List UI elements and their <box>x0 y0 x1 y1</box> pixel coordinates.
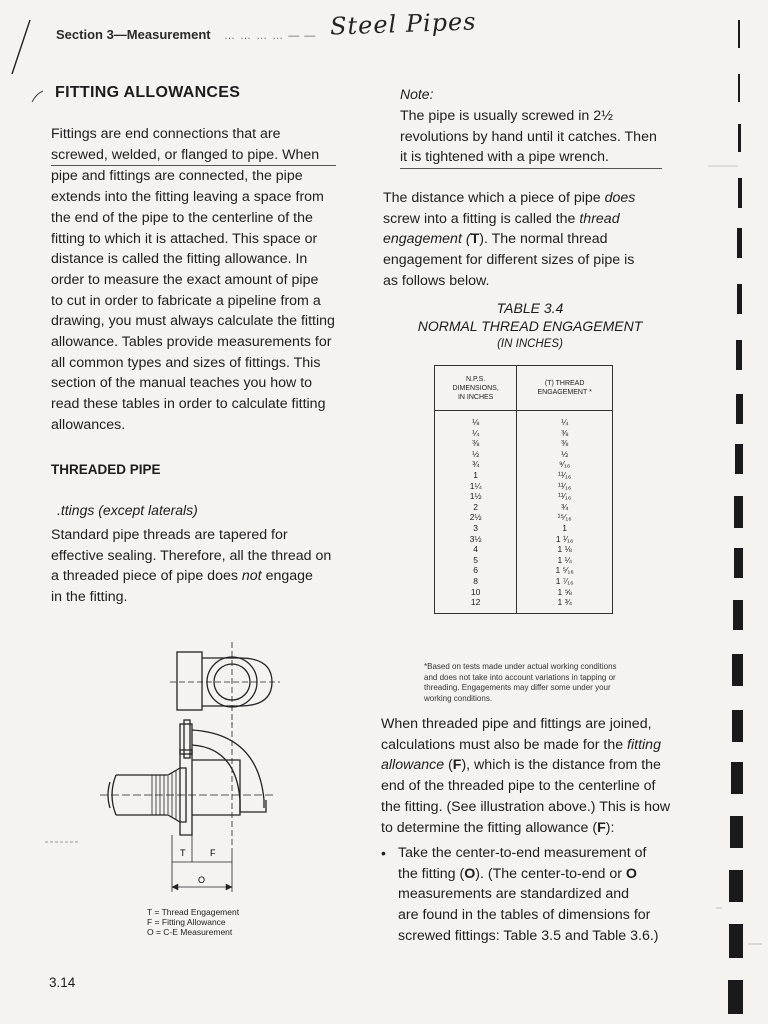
table-row <box>435 565 613 576</box>
index-tab-mark <box>737 284 742 314</box>
bullet-line <box>398 864 681 885</box>
footnote-line: and does not take into account variations in tapping or <box>424 672 616 682</box>
note-line: revolutions by hand until it catches. Then <box>400 128 657 145</box>
thread-line: engagement for different sizes of pipe is <box>383 252 635 269</box>
thread-engagement-table <box>434 365 613 614</box>
intro-line: extends into the fitting leaving a space from <box>51 189 324 206</box>
thread-engagement-paragraph <box>383 188 683 292</box>
footnote-line: threading. Engagements may differ some under your <box>424 683 611 692</box>
table-cell: ¹¹⁄₁₆ <box>517 491 613 502</box>
index-tab-mark <box>732 654 743 686</box>
threaded-line: in the fitting. <box>51 589 128 606</box>
text-run: ): <box>605 819 615 836</box>
table-row <box>435 428 613 439</box>
table-cell: 8 <box>435 576 517 587</box>
table-cell: ⅜ <box>517 428 613 439</box>
table-cell: 4 <box>435 544 517 555</box>
bullet-text <box>398 843 681 947</box>
index-tab-mark <box>729 924 743 958</box>
table-cell: 1 <box>517 523 613 534</box>
note-text <box>400 106 675 169</box>
table-cell: ¹¹⁄₁₆ <box>517 481 613 492</box>
table-cell: 10 <box>435 587 517 598</box>
table-row <box>435 576 613 587</box>
table-row <box>435 481 613 492</box>
table-row <box>435 534 613 545</box>
text-run: The distance which a piece of pipe <box>383 190 605 206</box>
joined-line <box>381 755 681 776</box>
header-line: DIMENSIONS, <box>452 384 499 392</box>
table-row <box>435 597 613 614</box>
handwritten-title: Steel Pipes <box>329 7 477 41</box>
bullet-line: Take the center-to-end measurement of <box>398 845 647 861</box>
bold-f: F <box>452 757 462 774</box>
header-line: (T) THREAD <box>544 380 585 387</box>
table-cell: ⁹⁄₁₆ <box>517 459 613 470</box>
diagram-legend <box>147 907 239 937</box>
header-line: ENGAGEMENT * <box>537 389 592 396</box>
table-row <box>435 544 613 555</box>
text-run: screw into a fitting is called the <box>383 210 580 227</box>
text-run: ), which is the distance from the <box>461 757 661 774</box>
column-header-engagement <box>517 366 613 411</box>
intro-line: allowances. <box>51 416 126 433</box>
bold-o: O <box>464 865 476 882</box>
index-tab-mark <box>730 816 743 848</box>
intro-line: section of the manual teaches you how to <box>51 375 313 392</box>
index-tab-mark <box>728 980 743 1014</box>
table-cell: ¼ <box>517 417 613 428</box>
intro-line: Fittings are end connections that are <box>51 126 281 142</box>
index-tab-mark <box>734 548 743 578</box>
page-number: 3.14 <box>49 975 76 990</box>
note-label: Note: <box>400 86 434 102</box>
table-cell: 1½ <box>435 491 517 502</box>
threaded-line: Standard pipe threads are tapered for <box>51 527 288 543</box>
thread-line <box>383 229 683 250</box>
table-cell: ¼ <box>435 428 517 439</box>
table-cell: ¾ <box>435 459 517 470</box>
legend-line: O = C-E Measurement <box>147 927 233 937</box>
table-cell: 1 ¹⁄₁₆ <box>517 534 613 545</box>
index-tab-mark <box>738 178 742 208</box>
table-row <box>435 502 613 513</box>
header-line: IN INCHES <box>457 393 494 401</box>
table-row <box>435 470 613 481</box>
column-header-nps <box>435 366 517 411</box>
bold-t: T <box>470 231 480 248</box>
threaded-paragraph <box>51 525 351 608</box>
text-run: ( <box>444 757 453 774</box>
bold-o: O <box>625 865 637 882</box>
table-cell: 12 <box>435 597 517 614</box>
index-tab-mark <box>738 124 741 152</box>
index-tab-mark <box>729 870 743 902</box>
table-cell: 1 ¾ <box>517 597 613 614</box>
intro-line: fitting to which it is attached. This space or <box>51 230 318 247</box>
text-run: calculations must also be made for the <box>381 736 628 753</box>
note-line: it is tightened with a pipe wrench. <box>400 147 662 169</box>
table-cell: 2½ <box>435 512 517 523</box>
legend-line: T = Thread Engagement <box>147 907 240 917</box>
table-cell: 1 ⁵⁄₁₆ <box>517 565 613 576</box>
intro-line: read these tables in order to calculate fitting <box>51 396 326 413</box>
table-footnote <box>424 662 649 704</box>
table-number: TABLE 3.4 <box>496 300 564 316</box>
emphasis-not: not <box>241 568 262 585</box>
emphasis-thread: thread <box>579 210 620 227</box>
table-cell: ¾ <box>517 502 613 513</box>
threaded-line: effective sealing. Therefore, all the thread on <box>51 547 332 564</box>
table-cell: 1 ⅝ <box>517 587 613 598</box>
section-header: Section 3—Measurement <box>56 27 211 42</box>
table-cell: ⅛ <box>435 417 517 428</box>
emphasis-allowance: allowance <box>381 757 445 774</box>
thread-line <box>383 188 683 209</box>
table-row <box>435 459 613 470</box>
bullet-item <box>381 843 681 947</box>
text-run: the fitting ( <box>398 865 465 882</box>
table-row <box>435 587 613 598</box>
thread-line: as follows below. <box>383 272 490 289</box>
emphasis-does: does <box>604 190 636 206</box>
bullet-line: measurements are standardized and <box>398 886 630 903</box>
text-run: a threaded piece of pipe does <box>51 568 242 585</box>
intro-line: allowance. Tables provide measurements for <box>51 334 332 351</box>
bullet-marker: • <box>381 845 386 861</box>
table-cell: 1 ⁷⁄₁₆ <box>517 576 613 587</box>
table-cell: 3½ <box>435 534 517 545</box>
index-tab-mark <box>734 496 743 528</box>
joined-line: end of the threaded pipe to the centerline of <box>381 778 656 795</box>
joined-line: the fitting. (See illustration above.) This is how <box>381 798 671 815</box>
label-o: O <box>198 875 206 885</box>
header-line: N.P.S. <box>465 375 486 383</box>
index-tab-mark <box>736 340 742 370</box>
fitting-allowance-paragraph <box>381 714 681 838</box>
label-t: T <box>180 848 186 858</box>
table-row <box>435 555 613 566</box>
intro-line: drawing, you must always calculate the fitting <box>51 313 335 330</box>
label-f: F <box>210 848 216 858</box>
pen-tick-mark <box>30 88 46 104</box>
table-cell: 2 <box>435 502 517 513</box>
table-row <box>435 438 613 449</box>
table-cell: ⅜ <box>435 438 517 449</box>
joined-line <box>381 818 681 839</box>
table-row <box>435 523 613 534</box>
intro-line: order to measure the exact amount of pipe <box>51 271 319 288</box>
table-row <box>435 512 613 523</box>
index-tab-mark <box>738 74 740 102</box>
text-run: ). (The center-to-end or <box>475 865 626 882</box>
index-tab-mark <box>731 762 743 794</box>
joined-line <box>381 735 681 756</box>
fittings-subheading: .ttings (except laterals) <box>57 502 198 518</box>
threaded-line <box>51 566 351 587</box>
index-tab-mark <box>735 444 743 474</box>
joined-line: When threaded pipe and fittings are joined, <box>381 716 652 732</box>
table-cell: ¹¹⁄₁₆ <box>517 470 613 481</box>
table-cell: ½ <box>435 449 517 460</box>
emphasis-engagement: engagement ( <box>383 231 471 248</box>
footnote-line: working conditions. <box>424 693 493 703</box>
table-caption <box>380 299 680 335</box>
bullet-line: are found in the tables of dimensions for <box>398 907 651 924</box>
footnote-line: *Based on tests made under actual working conditions <box>424 662 617 671</box>
index-tab-mark <box>736 394 743 424</box>
table-cell: 5 <box>435 555 517 566</box>
legend-line: F = Fitting Allowance <box>147 917 226 927</box>
bullet-line: screwed fittings: Table 3.5 and Table 3.6.) <box>398 927 659 944</box>
table-row <box>435 417 613 428</box>
index-tab-mark <box>733 600 743 630</box>
intro-line: to cut in order to fabricate a pipeline from a <box>51 292 321 309</box>
intro-line: pipe and fittings are connected, the pipe <box>51 168 303 185</box>
table-cell: ⅜ <box>517 438 613 449</box>
index-tab-mark <box>732 710 743 742</box>
table-cell: 1 ¼ <box>517 555 613 566</box>
threaded-pipe-heading: THREADED PIPE <box>51 462 161 477</box>
thread-line <box>383 209 683 230</box>
table-cell: 6 <box>435 565 517 576</box>
table-row <box>435 449 613 460</box>
intro-line: screwed, welded, or flanged to pipe. When <box>51 145 336 167</box>
note-line: The pipe is usually screwed in 2½ <box>400 108 613 124</box>
table-cell: 1 ⅛ <box>517 544 613 555</box>
flange-top-view <box>177 652 202 710</box>
bold-f: F <box>597 819 606 836</box>
text-run: engage <box>261 568 313 585</box>
text-run: ). The normal thread <box>479 231 608 248</box>
intro-line: distance is called the fitting allowance. In <box>51 251 308 268</box>
table-cell: 1¼ <box>435 481 517 492</box>
table-row <box>435 491 613 502</box>
page-heading: FITTING ALLOWANCES <box>55 84 241 101</box>
table-title: NORMAL THREAD ENGAGEMENT <box>417 318 643 334</box>
elbow-fitting-diagram <box>40 630 280 905</box>
intro-paragraph <box>51 124 351 436</box>
table-cell: 1 <box>435 470 517 481</box>
table-units: (IN INCHES) <box>497 338 563 350</box>
pen-stroke-mark <box>6 18 36 78</box>
emphasis-fitting: fitting <box>627 736 661 753</box>
table-cell: ½ <box>517 449 613 460</box>
index-tab-strip <box>708 0 768 1024</box>
header-leader-dots: … … … … — — <box>224 30 317 42</box>
table-cell: ¹⁵⁄₁₆ <box>517 512 613 523</box>
table-cell: 3 <box>435 523 517 534</box>
index-tab-mark <box>737 228 742 258</box>
text-run: to determine the fitting allowance ( <box>381 819 598 836</box>
intro-line: all common types and sizes of fittings. This <box>51 354 321 371</box>
index-tab-mark <box>738 20 740 48</box>
intro-line: the end of the pipe to the centerline of the <box>51 209 313 226</box>
